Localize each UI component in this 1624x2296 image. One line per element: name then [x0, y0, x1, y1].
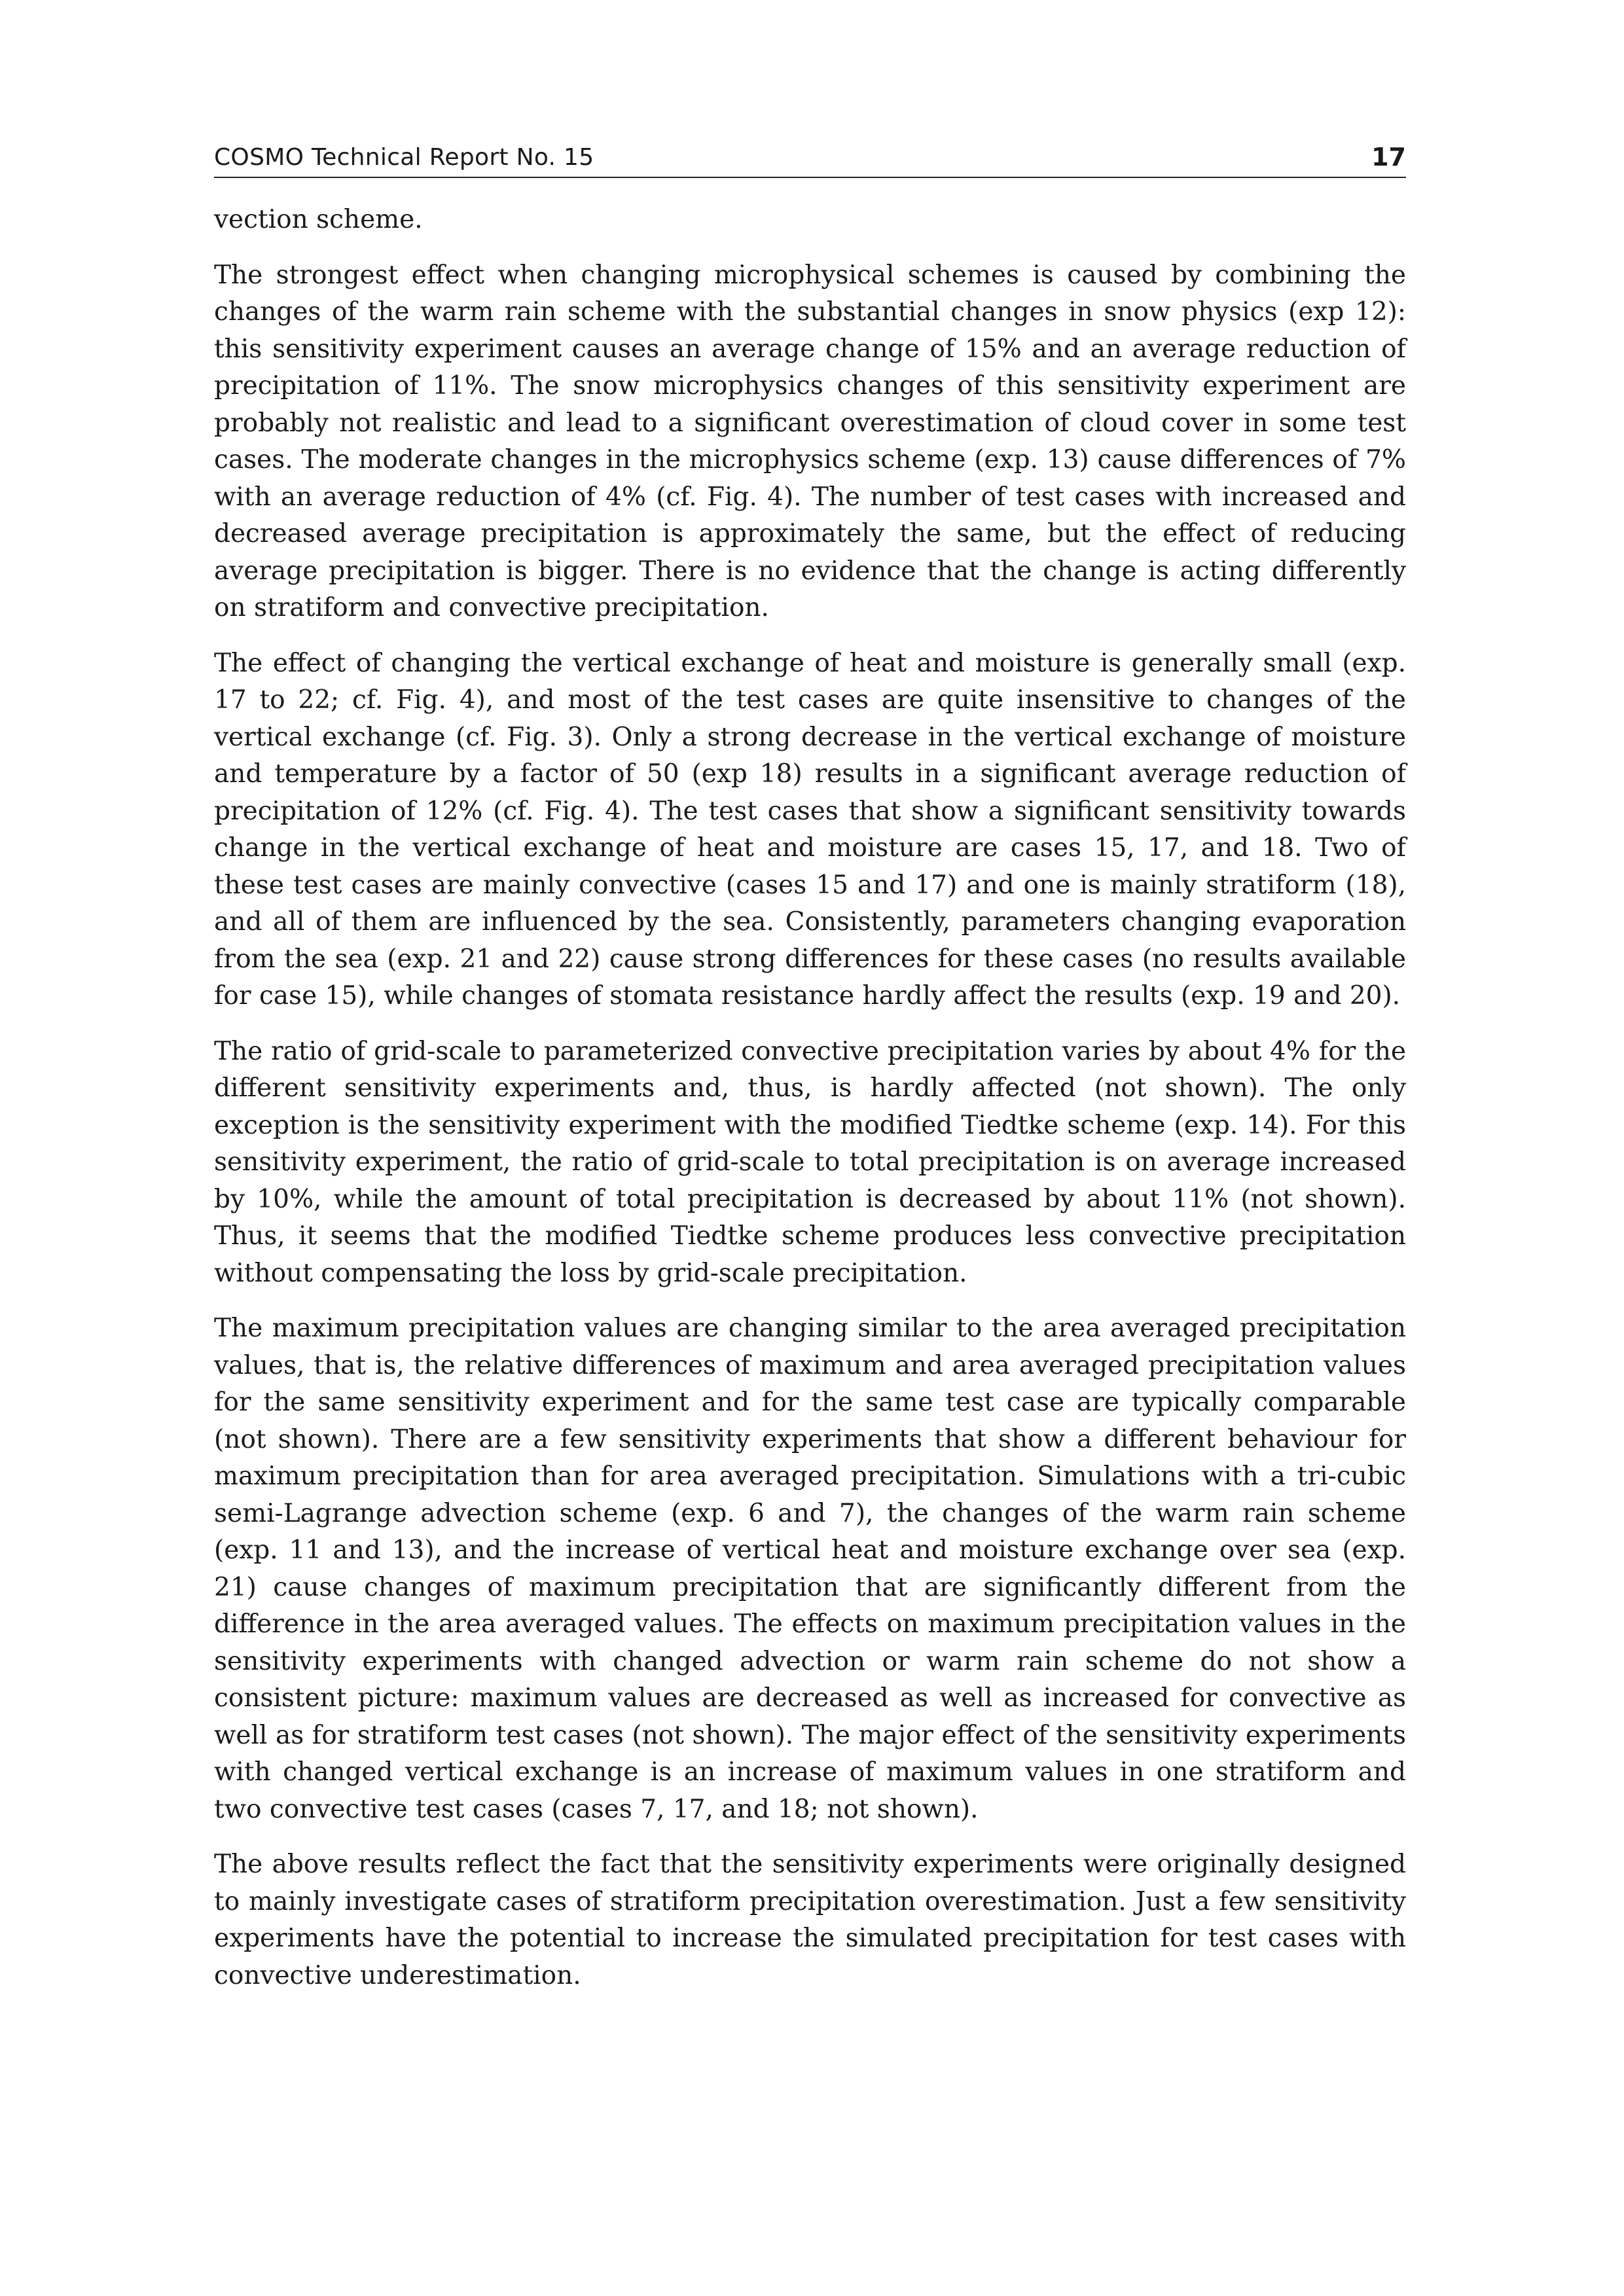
paragraph-vertical-exchange: The effect of changing the vertical exchange of heat and moisture is generally small (exp. 17 to 22; cf. Fig. 4), and most of the test cases are quite insensitive to changes of the vertical exchange (cf. Fig. 3). Only a strong decrease in the vertical exchange of moisture and temperature by a factor of 50 (exp 18) results in a significant average reduction of precipitation of 12% (cf. Fig. 4). The test cases that show a significant sensitivity towards change in the vertical exchange of heat and moisture are cases 15, 17, and 18. Two of these test cases are mainly convective (cases 15 and 17) and one is mainly stratiform (18), and all of them are influenced by the sea. Consistently, parameters changing evaporation from the sea (exp. 21 and 22) cause strong differences for these cases (no results available for case 15), while changes of stomata resistance hardly affect the results (exp. 19 and 20). [214, 648, 1406, 1011]
running-title: COSMO Technical Report No. 15 [214, 144, 594, 171]
paragraph-continuation: vection scheme. [214, 205, 423, 234]
document-page [214, 139, 1406, 2013]
page-number: 17 [1371, 143, 1406, 171]
paragraph-microphysics: The strongest effect when changing microphysical schemes is caused by combining the changes of the warm rain scheme with the substantial changes in snow physics (exp 12): this sensitivity experiment causes an average change of 15% and an average reduction of precipitation of 11%. The snow microphysics changes of this sensitivity experiment are probably not realistic and lead to a significant overestimation of cloud cover in some test cases. The moderate changes in the microphysics scheme (exp. 13) cause differences of 7% with an average reduction of 4% (cf. Fig. 4). The number of test cases with increased and decreased average precipitation is approximately the same, but the effect of reducing average precipitation is bigger. There is no evidence that the change is acting differently on stratiform and convective precipitation. [214, 260, 1406, 622]
paragraph-conclusion: The above results reflect the fact that the sensitivity experiments were originally designed to mainly investigate cases of stratiform precipitation overestimation. Just a few sensitivity experiments have the potential to increase the simulated precipitation for test cases with convective underestimation. [214, 1850, 1406, 1990]
running-header [214, 139, 1406, 178]
paragraph-maximum-precipitation: The maximum precipitation values are changing similar to the area averaged precipitation values, that is, the relative differences of maximum and area averaged precipitation values for the same sensitivity experiment and for the same test case are typically comparable (not shown). There are a few sensitivity experiments that show a different behaviour for maximum precipitation than for area averaged precipitation. Simulations with a tri-cubic semi-Lagrange advection scheme (exp. 6 and 7), the changes of the warm rain scheme (exp. 11 and 13), and the increase of vertical heat and moisture exchange over sea (exp. 21) cause changes of maximum precipitation that are significantly different from the difference in the area averaged values. The effects on maximum precipitation values in the sensitivity experiments with changed advection or warm rain scheme do not show a consistent picture: maximum values are decreased as well as increased for convective as well as for stratiform test cases (not shown). The major effect of the sensitivity experiments with changed vertical exchange is an increase of maximum values in one stratiform and two convective test cases (cases 7, 17, and 18; not shown). [214, 1314, 1406, 1824]
paragraph-grid-scale-ratio: The ratio of grid-scale to parameterized convective precipitation varies by about 4% for the different sensitivity experiments and, thus, is hardly affected (not shown). The only exception is the sensitivity experiment with the modified Tiedtke scheme (exp. 14). For this sensitivity experiment, the ratio of grid-scale to total precipitation is on average increased by 10%, while the amount of total precipitation is decreased by about 11% (not shown). Thus, it seems that the modified Tiedtke scheme produces less convective precipitation without compensating the loss by grid-scale precipitation. [214, 1036, 1406, 1288]
body-text [214, 202, 1406, 1994]
